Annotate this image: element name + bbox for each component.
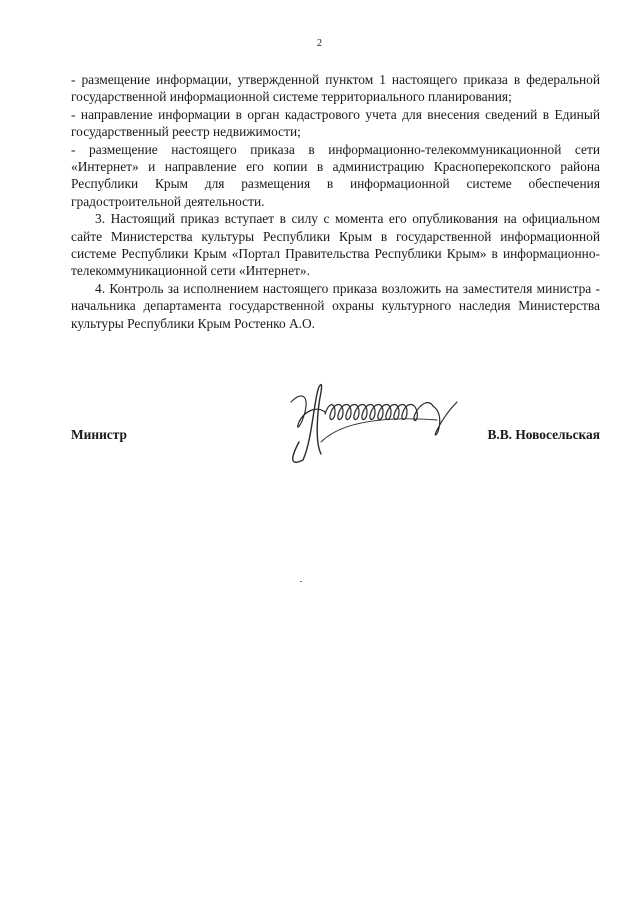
stray-mark [300,581,302,582]
signature-block [71,400,600,490]
paragraph-item-2: - направление информации в орган кадастрового учета для внесения сведений в Единый государственный реестр недвижимости; [71,106,600,140]
page-number: 2 [317,38,322,49]
paragraph-clause-3: 3. Настоящий приказ вступает в силу с момента его опубликования на официальном сайте Министерства культуры Республики Крым в государственной информационной системе Республики Крым «Портал Правительства Республики Крым» в информационно-телекоммуникационной сети «Интернет». [71,211,600,279]
handwritten-signature [261,372,481,482]
paragraph-clause-4: 4. Контроль за исполнением настоящего приказа возложить на заместителя министра - начальника департамента государственной охраны культурного наследия Министерства культуры Республики Крым Ростенко А.О. [71,280,600,331]
signer-title: Министр [71,427,127,442]
paragraph-item-3: - размещение настоящего приказа в информационно-телекоммуникационной сети «Интернет» и направление его копии в администрацию Красноперекопского района Республики Крым для размещения в информационной системе обеспечения градостроительной деятельности. [71,141,600,209]
document-body [71,71,600,332]
paragraph-item-1: - размещение информации, утвержденной пунктом 1 настоящего приказа в федеральной государственной информационной системе территориального планирования; [71,72,600,105]
signer-name: В.В. Новосельская [487,427,600,442]
